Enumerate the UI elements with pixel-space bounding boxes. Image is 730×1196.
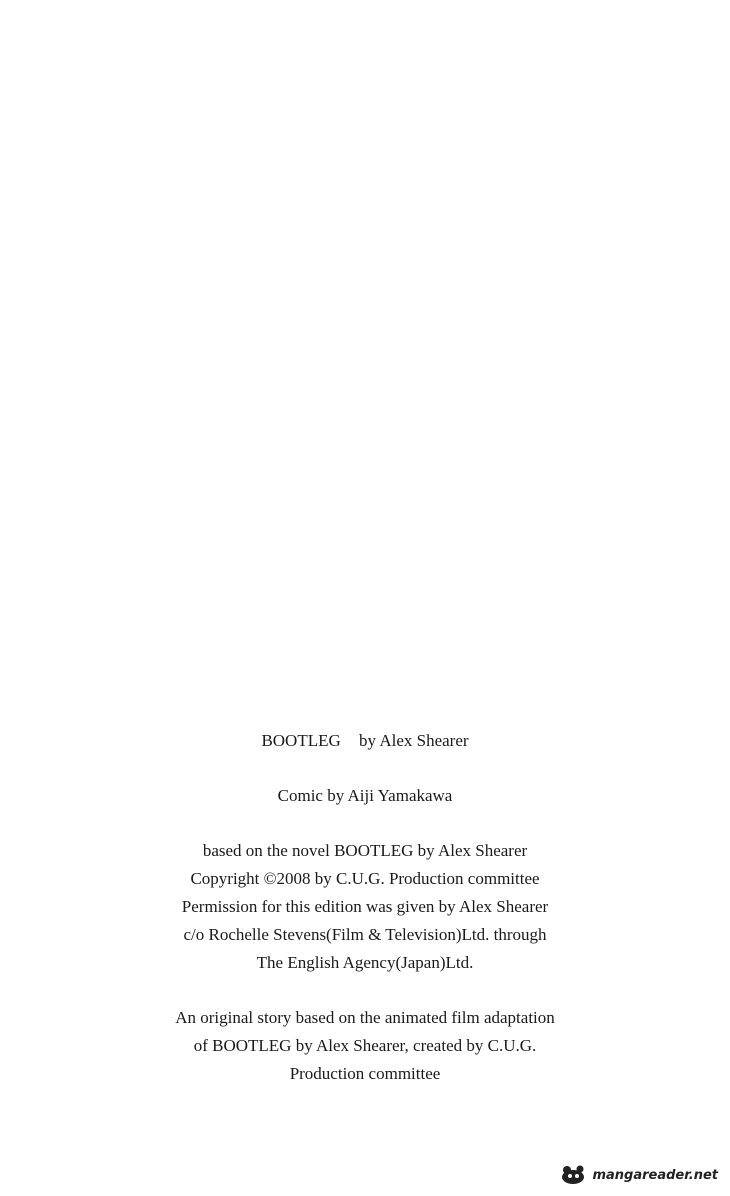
- original-story-line: Production committee: [289, 1064, 441, 1083]
- rights-line: based on the novel BOOTLEG by Alex Shearer: [202, 841, 528, 860]
- spacer: [0, 810, 730, 837]
- rights-line: Copyright ©2008 by C.U.G. Production committee: [190, 869, 540, 888]
- spacer: [0, 755, 730, 782]
- rights-line: Permission for this edition was given by Alex Shearer: [181, 897, 549, 916]
- original-story-line: An original story based on the animated film adaptation: [175, 1008, 555, 1027]
- title-line: [0, 727, 730, 755]
- watermark-text: mangareader.net: [592, 1167, 718, 1183]
- mangareader-logo-icon: [558, 1164, 588, 1186]
- original-story-line: of BOOTLEG by Alex Shearer, created by C.U.G.: [193, 1036, 537, 1055]
- comic-credit: Comic by Aiji Yamakawa: [277, 786, 453, 805]
- watermark: [558, 1164, 718, 1186]
- rights-line: The English Agency(Japan)Ltd.: [256, 953, 474, 972]
- book-title: BOOTLEG: [261, 731, 341, 750]
- credits-block: [0, 727, 730, 1088]
- rights-line: c/o Rochelle Stevens(Film & Television)Ltd. through: [183, 925, 547, 944]
- original-story-notice: [0, 1004, 730, 1088]
- book-author: by Alex Shearer: [359, 731, 469, 750]
- spacer: [0, 977, 730, 1004]
- rights-notice: [0, 837, 730, 977]
